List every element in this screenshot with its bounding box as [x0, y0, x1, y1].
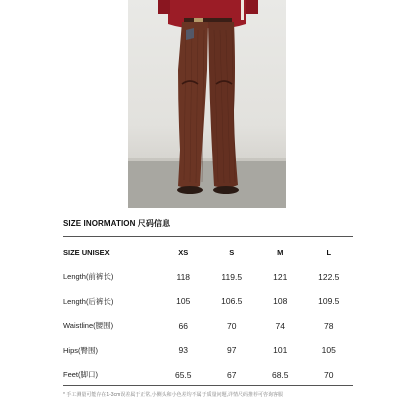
table-cell: 106.5 — [221, 296, 243, 307]
size-header-m: M — [277, 247, 284, 257]
table-cell: 65.5 — [174, 369, 192, 380]
row-label: Hips(臀围) — [63, 345, 98, 355]
table-cell: 74 — [275, 320, 285, 331]
row-label: Length(前裤长) — [63, 272, 114, 282]
size-table — [63, 240, 353, 387]
table-cell: 97 — [227, 345, 237, 356]
size-header-xs: XS — [178, 247, 189, 257]
corner-label: SIZE UNISEX — [63, 247, 110, 257]
size-header-l: L — [326, 247, 332, 257]
top-divider — [63, 236, 353, 237]
table-cell: 101 — [273, 345, 288, 356]
row-label: Feet(脚口) — [63, 370, 99, 380]
table-row — [63, 289, 353, 314]
table-row — [63, 363, 353, 388]
table-cell: 119.5 — [221, 271, 243, 282]
table-cell: 118 — [176, 271, 191, 282]
table-cell: 78 — [324, 320, 334, 331]
row-label: Length(后裤长) — [63, 296, 114, 306]
table-cell: 109.5 — [318, 296, 340, 307]
table-cell: 121 — [273, 271, 288, 282]
table-row — [63, 314, 353, 339]
product-photo — [128, 0, 286, 208]
table-row — [63, 265, 353, 290]
table-row — [63, 338, 353, 363]
size-info-heading: SIZE INORMATION 尺码信息 — [63, 219, 171, 228]
table-cell: 105 — [176, 296, 191, 307]
table-cell: 70 — [324, 369, 334, 380]
table-cell: 93 — [178, 345, 188, 356]
table-cell: 70 — [227, 320, 237, 331]
row-label: Waistline(腰围) — [63, 321, 114, 331]
table-cell: 67 — [227, 369, 237, 380]
size-header-s: S — [229, 247, 235, 257]
bottom-divider — [63, 385, 353, 386]
table-cell: 68.5 — [271, 369, 289, 380]
table-cell: 108 — [273, 296, 288, 307]
measurement-footnote: * 手工测量可能存在1-3cm误差属于正常,小侧头和小色差均不属于质量问题,详情尺码推荐可咨询客服 — [63, 392, 284, 398]
size-header-row — [63, 240, 353, 265]
table-cell: 105 — [321, 345, 336, 356]
table-cell: 122.5 — [318, 271, 340, 282]
table-cell: 66 — [178, 320, 188, 331]
